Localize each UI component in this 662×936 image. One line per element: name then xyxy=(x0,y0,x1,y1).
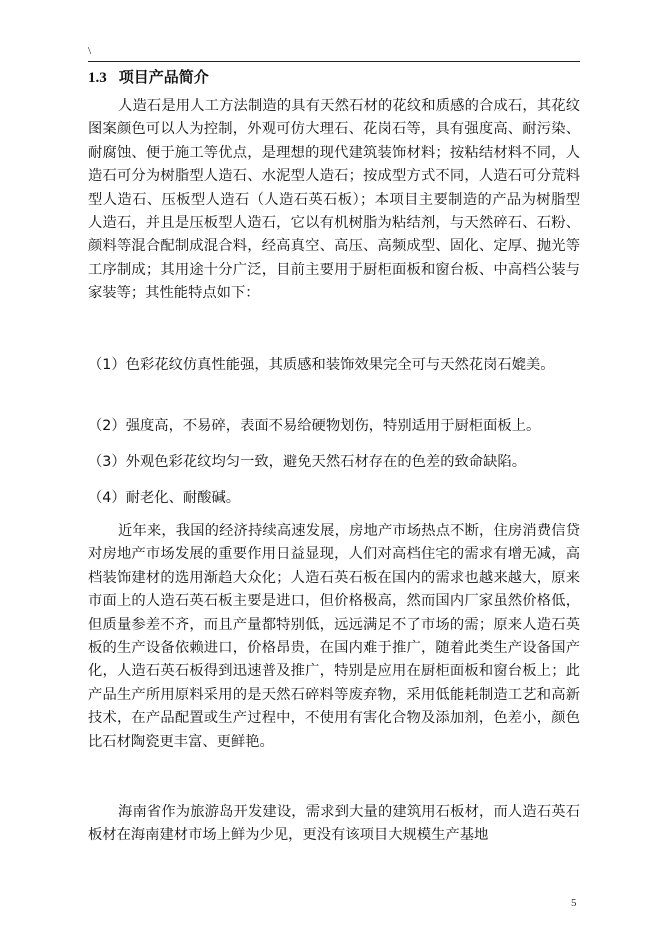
hainan-paragraph: 海南省作为旅游岛开发建设，需求到大量的建筑用石板材，而人造石英石板材在海南建材市场上鲜为少见，更没有该项目大规模生产基地 xyxy=(88,804,580,844)
section-title: 项目产品简介 xyxy=(118,68,209,86)
market-paragraph: 近年来，我国的经济持续高速发展，房地产市场热点不断，住房消费信贷对房地产市场发展的重要作用日益显现，人们对高档住宅的需求有增无减，高档装饰建材的选用渐趋大众化；人造石英石板在国内的需求也越来越大，原来市面上的人造石英石板主要是进口，但价格极高，然而国内厂家虽然价格低，但质量参差不齐，而且产量都特别低，远远满足不了市场的需；原来人造石英板的生产设备依赖进口，价格昂贵，在国内难于推广，随着此类生产设备国产化，人造石英石板得到迅速普及推广，特别是应用在厨柜面板和窗台板上；此产品生产所用原料采用的是天然石碎料等废弃物，采用低能耗制造工艺和高新技术，在产品配置或生产过程中，不使用有害化合物及添加剂，色差小，颜色比石材陶瓷更丰富、更鲜艳。 xyxy=(88,523,580,750)
header-rule xyxy=(88,61,580,62)
feature-item-4: （4）耐老化、耐酸碱。 xyxy=(88,490,241,506)
feature-item-3: （3）外观色彩花纹均匀一致，避免天然石材存在的色差的致命缺陷。 xyxy=(88,454,526,470)
section-number: 1.3 xyxy=(88,70,107,86)
intro-paragraph: 人造石是用人工方法制造的具有天然石材的花纹和质感的合成石，其花纹图案颜色可以人为控制，外观可仿大理石、花岗石等，具有强度高、耐污染、耐腐蚀、便于施工等优点，是理想的现代建筑装饰材料；按粘结材料不同，人造石可分为树脂型人造石、水泥型人造石；按成型方式不同，人造石可分荒料型人造石、压板型人造石（人造石英石板）；本项目主要制造的产品为树脂型人造石，并且是压板型人造石，它以有机树脂为粘结剂，与天然碎石、石粉、颜料等混合配制成混合料，经高真空、高压、高频成型、固化、定厚、抛光等工序制成；其用途十分广泛，目前主要用于厨柜面板和窗台板、中高档公装与家装等；其性能特点如下： xyxy=(88,98,580,302)
header-mark: \ xyxy=(88,45,92,57)
section-heading xyxy=(88,66,209,89)
feature-item-1: （1）色彩花纹仿真性能强，其质感和装饰效果完全可与天然花岗石媲美。 xyxy=(88,357,555,373)
page-number: 5 xyxy=(571,897,577,909)
feature-item-2: （2）强度高，不易碎，表面不易给硬物划伤，特别适用于厨柜面板上。 xyxy=(88,418,541,434)
